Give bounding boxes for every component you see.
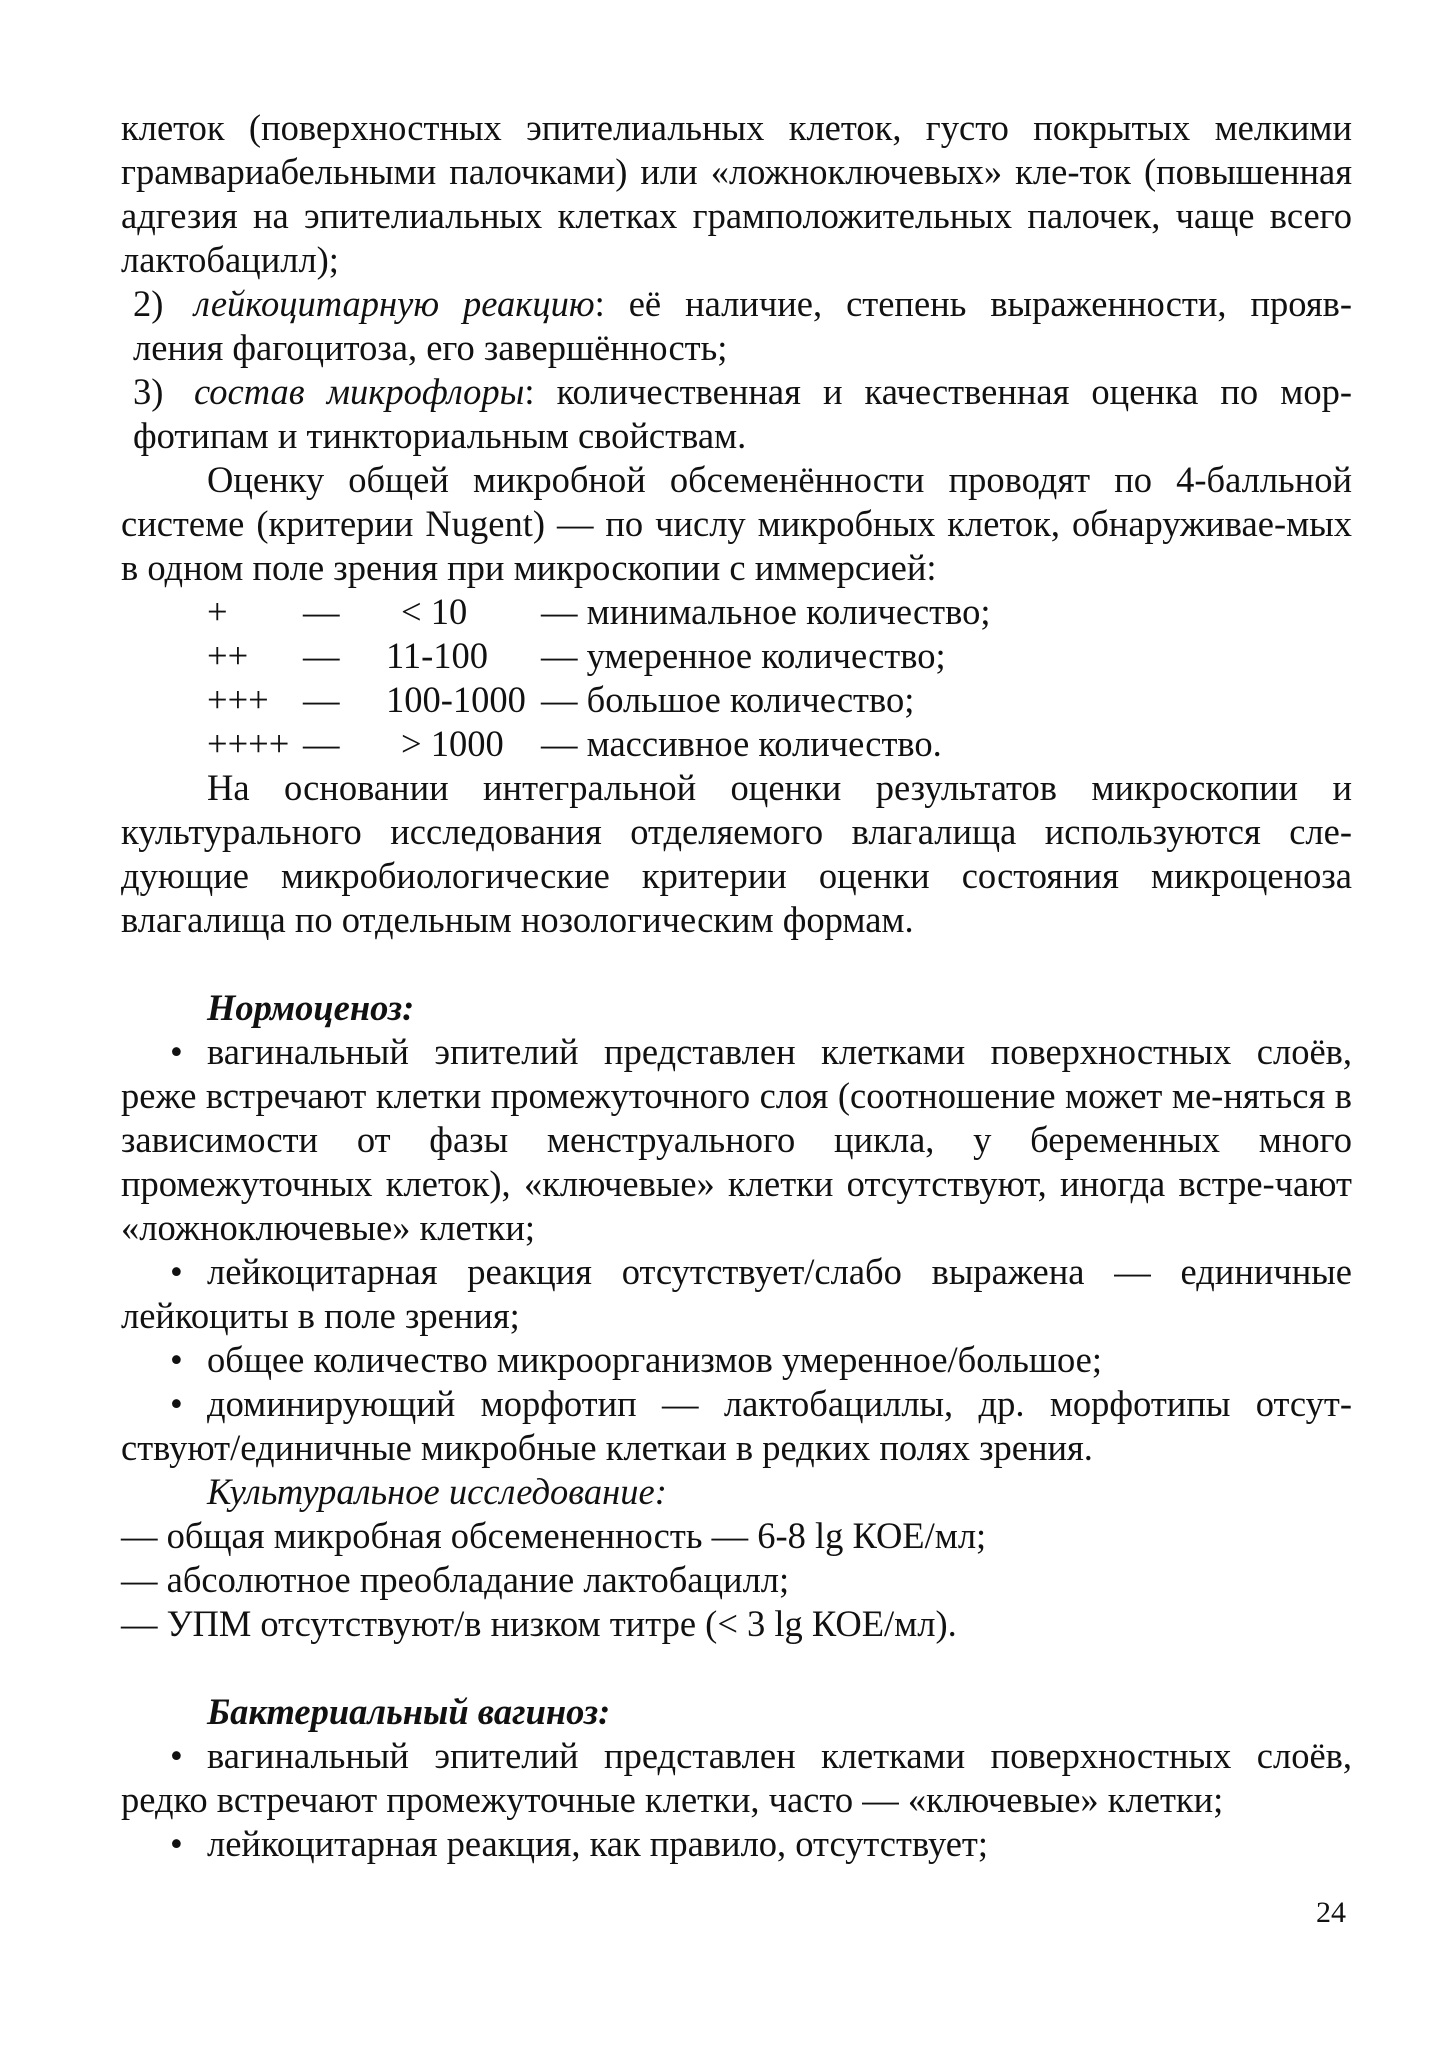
list-text: : её наличие, степень выраженности, прояв-ления фагоцитоза, его завершённость; (133, 283, 1352, 368)
culture-line: — абсолютное преобладание лактобацилл; (121, 1559, 790, 1600)
section-gap (121, 942, 1352, 986)
text-column (121, 106, 1352, 1866)
bullet-icon: • (170, 1823, 183, 1864)
scale-description: — большое количество; (541, 679, 915, 720)
bullet-text: лейкоцитарная реакция отсутствует/слабо выражена — единичные лейкоциты в поле зрения; (121, 1251, 1352, 1336)
scale-range: < 10 (401, 591, 468, 632)
scale-grade: ++ (207, 635, 249, 676)
scale-dash: — (303, 635, 340, 676)
paragraph-nugent: Оценку общей микробной обсеменённости проводят по 4-балльной системе (критерии Nugent) — по числу микробных клеток, обнаруживае-мых в одном поле зрения при микроскопии с иммерсией: (121, 459, 1352, 588)
list-term: лейкоцитарную реакцию (194, 283, 595, 324)
scale-grade: + (207, 591, 228, 632)
scale-row (207, 678, 991, 722)
culture-line: — общая микробная обсемененность — 6-8 lg КОЕ/мл; (121, 1515, 987, 1556)
bullet-text: общее количество микроорганизмов умеренное/большое; (207, 1339, 1102, 1380)
bullet-item (121, 1382, 1352, 1470)
bullet-icon: • (170, 1383, 183, 1424)
scale-grade: ++++ (207, 723, 290, 764)
scale-range: 11-100 (386, 635, 489, 676)
bullet-icon: • (170, 1339, 183, 1380)
scale-row (207, 634, 991, 678)
heading-normocenosis: Нормоценоз: (207, 987, 415, 1028)
list-number: 2) (133, 283, 164, 324)
scale-dash: — (303, 723, 340, 764)
paragraph-basis: На основании интегральной оценки результатов микроскопии и культурального исследования отделяемого влагалища используются сле-дующие микробиологические критерии оценки состояния микроценоза влагалища по отдельным нозологическим формам. (121, 767, 1352, 940)
scale-dash: — (303, 679, 340, 720)
heading-bacterial-vaginosis: Бактериальный вагиноз: (207, 1691, 611, 1732)
list-text: : количественная и качественная оценка по мор-фотипам и тинкториальным свойствам. (133, 371, 1352, 456)
bullet-item (121, 1822, 1352, 1866)
nugent-scale-table (207, 590, 991, 766)
scale-description: — умеренное количество; (541, 635, 946, 676)
bullet-item (121, 1250, 1352, 1338)
bullet-item (121, 1734, 1352, 1822)
bullet-text: лейкоцитарная реакция, как правило, отсутствует; (207, 1823, 989, 1864)
scale-description: — минимальное количество; (541, 591, 991, 632)
scale-grade: +++ (207, 679, 269, 720)
list-number: 3) (133, 371, 164, 412)
bullet-item (121, 1030, 1352, 1250)
scale-row (207, 722, 991, 766)
scale-dash: — (303, 591, 340, 632)
bullet-item (121, 1338, 1352, 1382)
scale-description: — массивное количество. (541, 723, 942, 764)
list-item-leukocyte-reaction (121, 282, 1352, 370)
section-gap (121, 1646, 1352, 1690)
culture-line: — УПМ отсутствуют/в низком титре (< 3 lg КОЕ/мл). (121, 1603, 957, 1644)
bullet-text: вагинальный эпителий представлен клетками поверхностных слоёв, редко встречают промежуточные клетки, часто — «ключевые» клетки; (121, 1735, 1352, 1820)
page-number: 24 (1316, 1896, 1346, 1929)
scale-range: 100-1000 (386, 679, 526, 720)
list-term: состав микрофлоры (194, 371, 525, 412)
bullet-text: доминирующий морфотип — лактобациллы, др. морфотипы отсут-ствуют/единичные микробные клеткаи в редких полях зрения. (121, 1383, 1352, 1468)
culture-title: Культуральное исследование: (207, 1471, 667, 1512)
bullet-icon: • (170, 1735, 183, 1776)
bullet-icon: • (170, 1031, 183, 1072)
list-item-microflora (121, 370, 1352, 458)
bullet-icon: • (170, 1251, 183, 1292)
scale-row (207, 590, 991, 634)
scale-range: > 1000 (401, 723, 504, 764)
paragraph-cells: клеток (поверхностных эпителиальных клеток, густо покрытых мелкими грамвариабельными палочками) или «ложноключевых» кле-ток (повышенная адгезия на эпителиальных клетках грамположительных палочек, чаще всего лактобацилл); (121, 107, 1352, 280)
bullet-text: вагинальный эпителий представлен клетками поверхностных слоёв, реже встречают клетки промежуточного слоя (соотношение может ме-няться в зависимости от фазы менструального цикла, у беременных много промежуточных клеток), «ключевые» клетки отсутствуют, иногда встре-чают «ложноключевые» клетки; (121, 1031, 1352, 1248)
